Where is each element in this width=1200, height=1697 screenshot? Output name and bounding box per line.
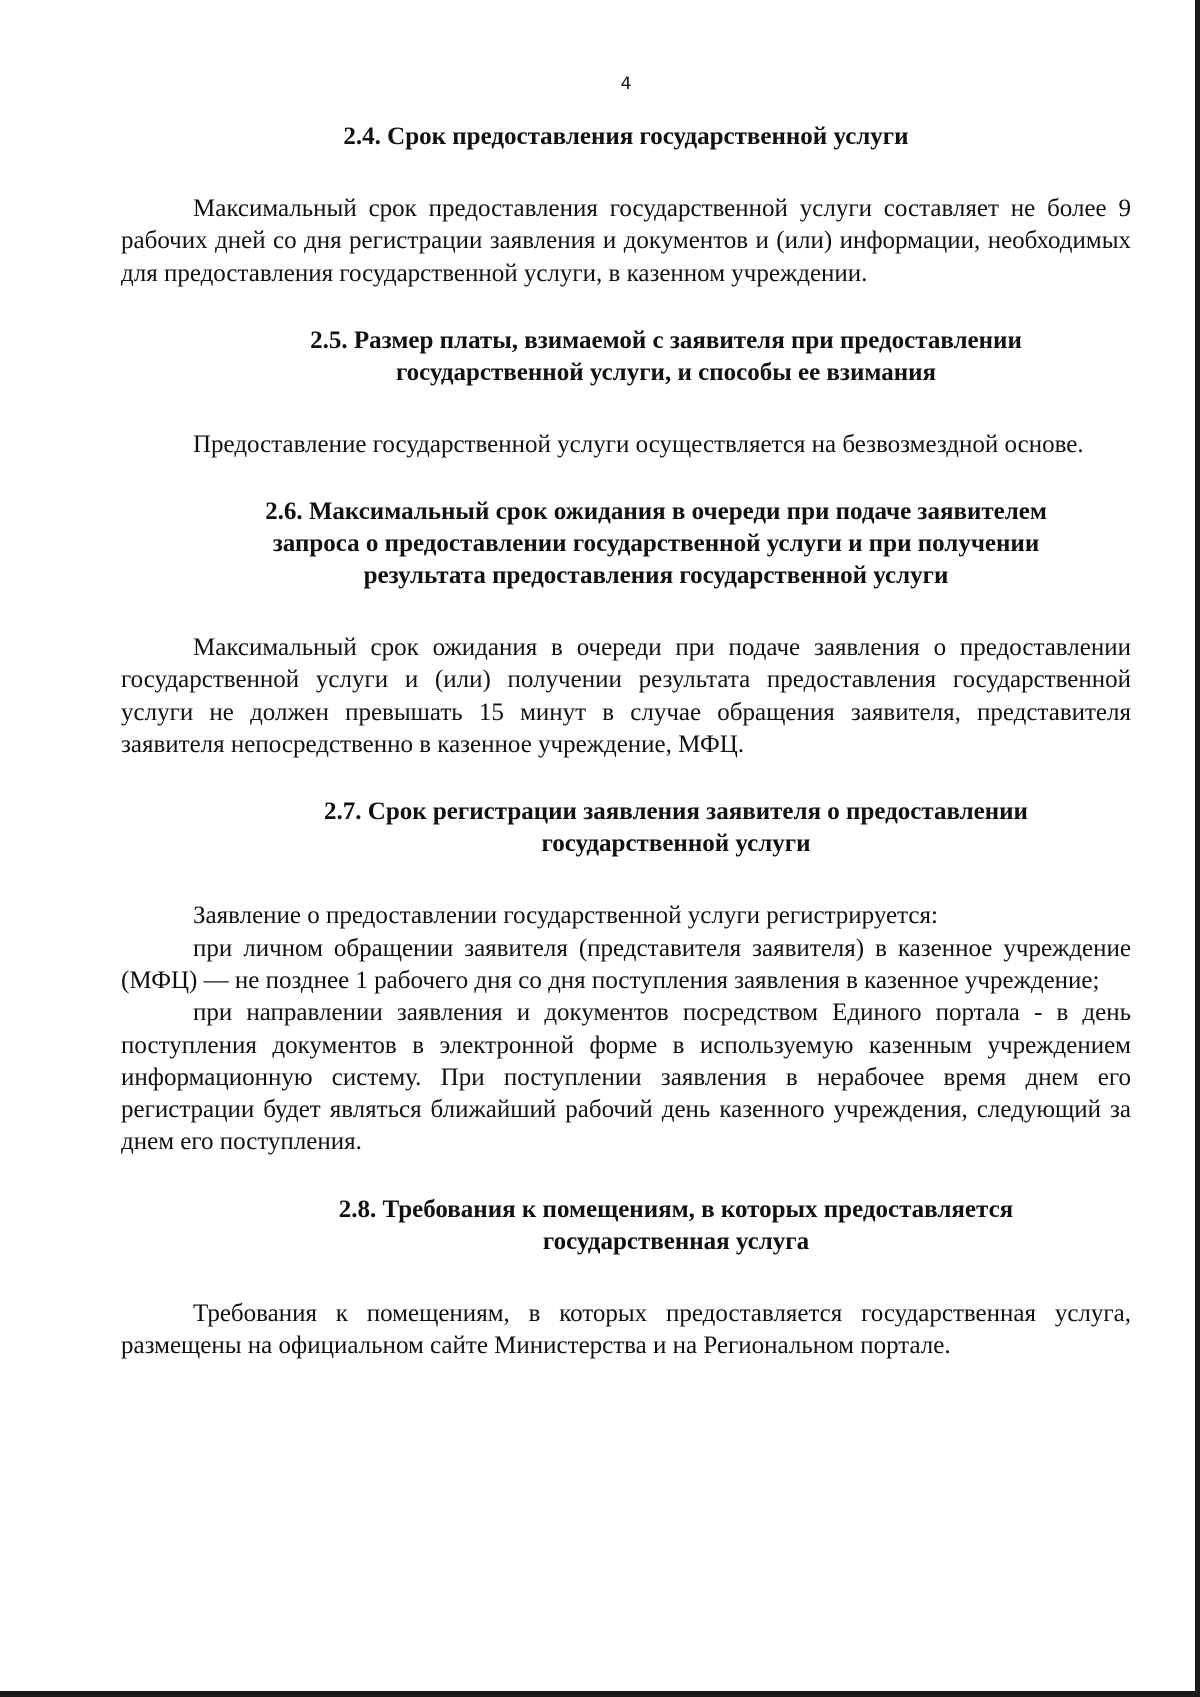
- heading-line: государственная услуга: [542, 1227, 810, 1255]
- document-body: [121, 121, 1131, 1362]
- section-heading-2-6: [121, 496, 1131, 592]
- section-heading-2-4: [121, 121, 1131, 153]
- heading-line: результата предоставления государственной услуги: [363, 562, 949, 590]
- heading-line: 2.6. Максимальный срок ожидания в очереди при подаче заявителем: [265, 498, 1047, 526]
- section-paragraph: Требования к помещениям, в которых предоставляется государственная услуга, размещены на официальном сайте Министерства и на Региональном портале.: [121, 1299, 1131, 1360]
- heading-line: государственной услуги, и способы ее взимания: [395, 358, 937, 386]
- section-paragraph: Максимальный срок ожидания в очереди при подаче заявления о предоставлении государственной услуги и (или) получении результата предоставления государственной услуги не должен превышать 15 минут в случае обращения заявителя, представителя заявителя непосредственно в казенное учреждение, МФЦ.: [121, 634, 1131, 759]
- section-paragraph: Максимальный срок предоставления государственной услуги составляет не более 9 рабочих дней со дня регистрации заявления и документов и (или) информации, необходимых для предоставления государственной услуги, в казенном учреждении.: [121, 195, 1131, 287]
- heading-line: 2.8. Требования к помещениям, в которых предоставляется: [338, 1195, 1014, 1223]
- section-heading-2-8: [121, 1194, 1131, 1258]
- heading-line: запроса о предоставлении государственной услуги и при получении: [272, 530, 1040, 558]
- page-number: 4: [620, 74, 632, 94]
- scan-edge-bottom: [0, 1691, 1200, 1697]
- heading-line: 2.7. Срок регистрации заявления заявителя о предоставлении: [324, 798, 1028, 826]
- section-paragraph: Предоставление государственной услуги осуществляется на безвозмездной основе.: [193, 430, 1084, 458]
- section-heading-2-7: [121, 796, 1131, 860]
- section-paragraph: Заявление о предоставлении государственной услуги регистрируется:: [193, 902, 938, 930]
- section-heading-2-5: [121, 325, 1131, 389]
- section-paragraph: при направлении заявления и документов посредством Единого портала - в день поступления документов в электронной форме в используемую казенным учреждением информационную систему. При поступлении заявления в нерабочее время днем его регистрации будет являться ближайший рабочий день казенного учреждения, следующий за днем его поступления.: [121, 999, 1131, 1156]
- heading-line: государственной услуги: [541, 830, 811, 858]
- heading-line: 2.5. Размер платы, взимаемой с заявителя при предоставлении: [310, 326, 1022, 354]
- scan-edge-right: [1195, 0, 1200, 1697]
- section-paragraph: при личном обращении заявителя (представителя заявителя) в казенное учреждение (МФЦ) — не позднее 1 рабочего дня со дня поступления заявления в казенное учреждение;: [121, 934, 1131, 994]
- heading-line: 2.4. Срок предоставления государственной услуги: [343, 123, 909, 150]
